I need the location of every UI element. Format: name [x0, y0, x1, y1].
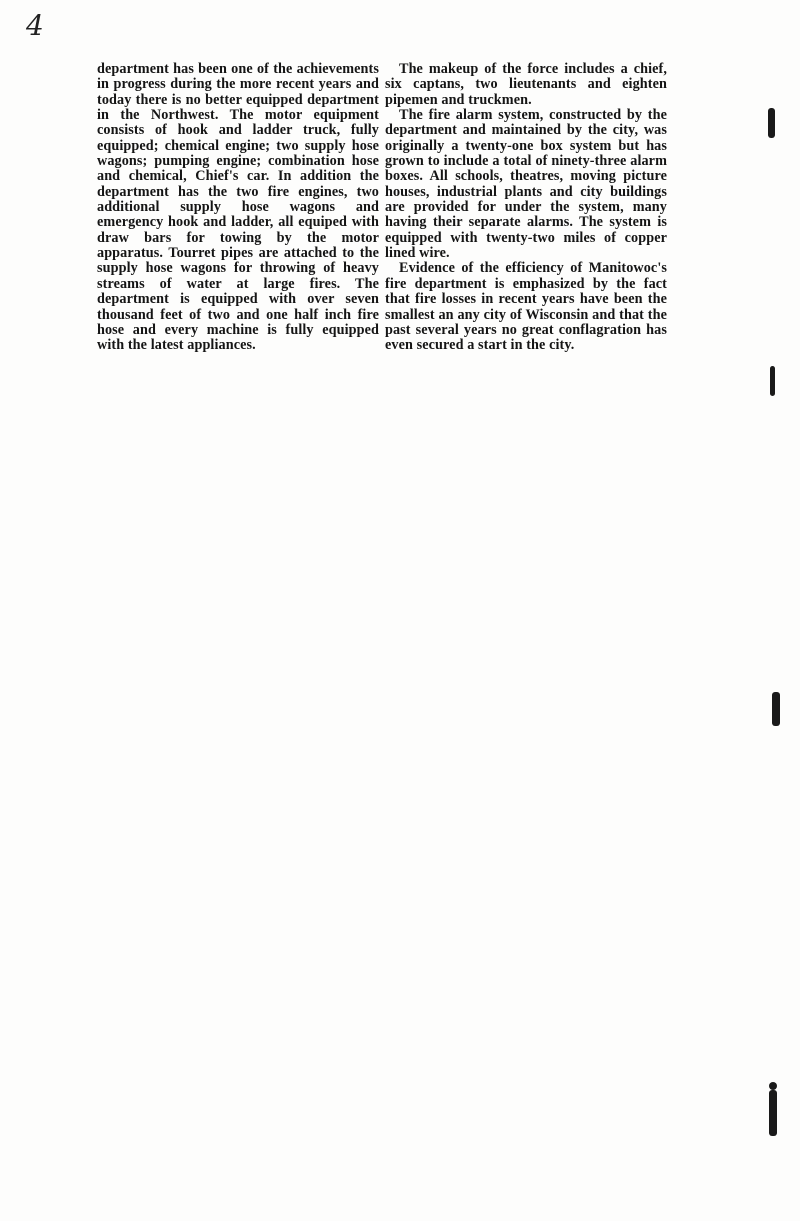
handwritten-page-number: 4 — [26, 9, 44, 42]
left-column-paragraph: department has been one of the achievements in progress during the more recent years and today there is no better equipped department in the Northwest. The motor equipment consists of hook and ladder truck, fully equipped; chemical engine; two supply hose wagons; pumping engine; combination hose and chemical, Chief's car. In addition the department has the two fire engines, two additional supply hose wagons and emergency hook and ladder, all equiped with draw bars for towing by the motor apparatus. Tourret pipes are attached to the supply hose wagons for throwing of heavy streams of water at large fires. The department is equipped with over seven thousand feet of two and one half inch fire hose and every machine is fully equipped with the latest appliances. — [97, 61, 379, 354]
fire-alarm-paragraph: The fire alarm system, constructed by the department and maintained by the city, was originally a twenty-one box system but has grown to include a total of ninety-three alarm boxes. All schools, theatres, moving picture houses, industrial plants and city buildings are provided for under the system, many having their separate alarms. The system is equipped with twenty-two miles of copper lined wire. — [385, 107, 667, 262]
right-column — [385, 62, 667, 354]
binding-hole-mark — [772, 692, 780, 726]
binding-hole-mark — [770, 366, 775, 396]
binding-hole-mark — [768, 108, 775, 138]
left-column — [97, 62, 379, 354]
force-makeup-paragraph: The makeup of the force includes a chief, six captans, two lieutenants and eighten pipemen and truckmen. — [385, 61, 667, 108]
binding-hole-mark — [769, 1090, 777, 1136]
efficiency-paragraph: Evidence of the efficiency of Manitowoc's fire department is emphasized by the fact that fire losses in recent years have been the smallest an any city of Wisconsin and that the past several years no great conflagration has even secured a start in the city. — [385, 260, 667, 354]
article-body — [97, 62, 667, 354]
